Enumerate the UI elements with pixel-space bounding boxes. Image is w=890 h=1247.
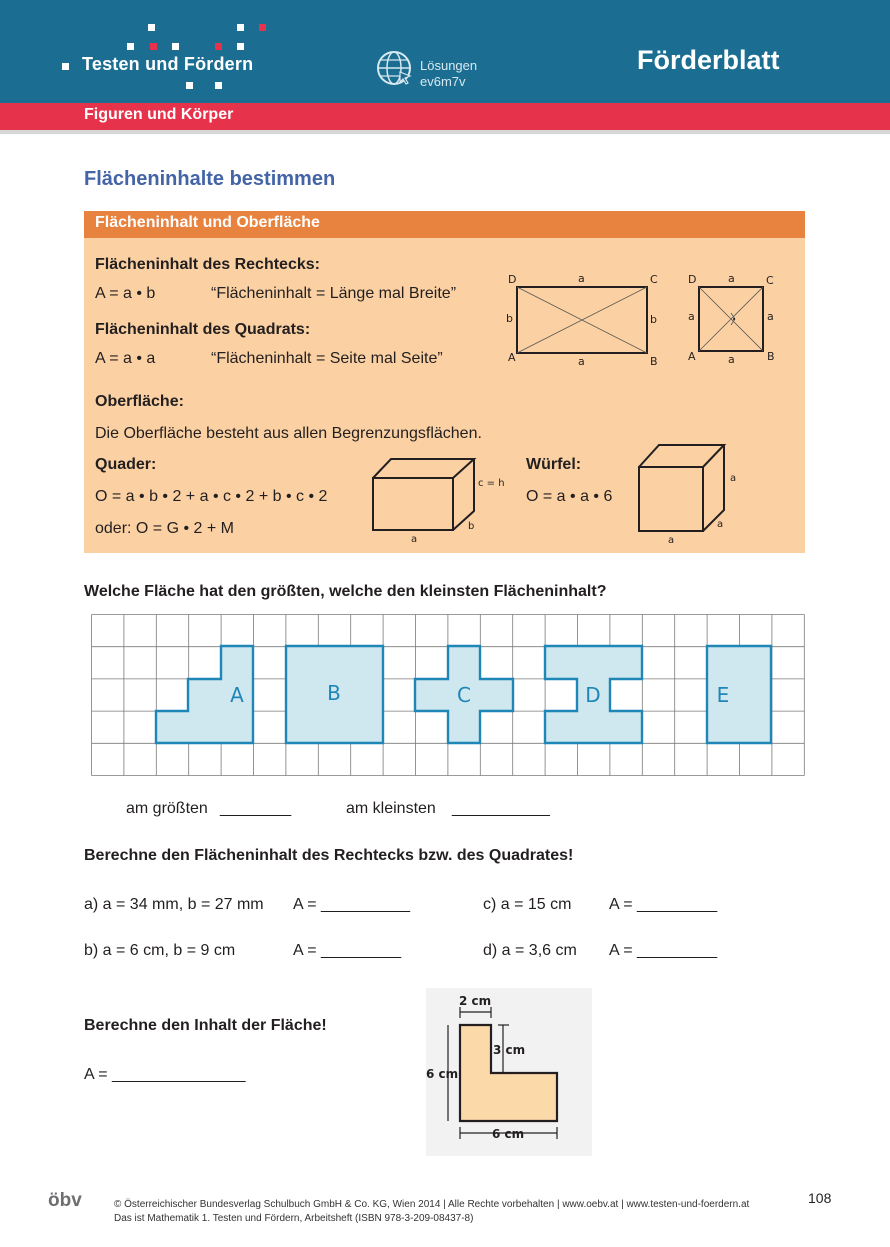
area-grid: [91, 614, 807, 778]
cube-title: Würfel:: [526, 456, 582, 473]
task2-d-answer[interactable]: A = _________: [609, 942, 718, 959]
cuboid-top: [373, 459, 474, 478]
task3-answer[interactable]: A = _______________: [84, 1066, 246, 1083]
cuboid-label-a: a: [411, 534, 418, 545]
info-box-header: [84, 211, 805, 238]
surface-text: Die Oberfläche besteht aus allen Begrenzungsflächen.: [95, 425, 482, 442]
dim-bottom: 6 cm: [492, 1127, 525, 1141]
rectangle-figure: [500, 268, 675, 370]
rect-label-b-right: b: [650, 313, 657, 326]
largest-answer-blank[interactable]: ________: [220, 800, 292, 817]
publisher-logo: [48, 1190, 82, 1212]
info-box-header-text: Flächeninhalt und Oberfläche: [95, 214, 320, 231]
task2-d-given: d) a = 3,6 cm: [483, 942, 577, 959]
dim-inner: 3 cm: [493, 1043, 526, 1057]
solutions-link[interactable]: [420, 58, 477, 90]
section-title: Figuren und Körper: [84, 106, 234, 123]
footer-line1: © Österreichischer Bundesverlag Schulbuch GmbH & Co. KG, Wien 2014 | Alle Rechte vorbehalten | www.oebv.at | www.testen-und-foerdern.at: [114, 1199, 750, 1210]
smallest-answer-blank[interactable]: ___________: [452, 800, 550, 817]
surface-title: Oberfläche:: [95, 393, 184, 410]
task2-a-given: a) a = 34 mm, b = 27 mm: [84, 896, 264, 913]
square-quote: “Flächeninhalt = Seite mal Seite”: [211, 350, 443, 367]
square-label-A: A: [688, 350, 696, 363]
rect-label-B: B: [650, 355, 658, 368]
square-label-C: C: [766, 274, 774, 287]
square-figure: [682, 268, 782, 370]
rect-quote: “Flächeninhalt = Länge mal Breite”: [211, 285, 457, 302]
solutions-code: ev6m7v: [420, 74, 466, 89]
section-bar-shadow: [0, 130, 890, 134]
square-label-B: B: [767, 350, 775, 363]
footer-text: [114, 1198, 749, 1226]
rect-label-a-bottom: a: [578, 355, 585, 368]
l-shape-figure: [426, 988, 592, 1156]
task2-b-answer[interactable]: A = _________: [293, 942, 402, 959]
shape-label-C: C: [457, 683, 471, 707]
cuboid-label-h: c = h: [478, 478, 505, 489]
cube-label-a-depth: a: [717, 519, 724, 530]
shape-label-D: D: [585, 683, 601, 707]
largest-label: am größten: [126, 800, 208, 817]
rect-formula: A = a • b: [95, 285, 156, 302]
square-title: Flächeninhalt des Quadrats:: [95, 321, 311, 338]
cube-label-a-bottom: a: [668, 535, 675, 546]
cube-formula: O = a • a • 6: [526, 488, 613, 505]
cube-figure: [632, 440, 742, 548]
cube-top: [639, 445, 724, 467]
cuboid-title: Quader:: [95, 456, 157, 473]
dim-top: 2 cm: [459, 994, 492, 1008]
rect-label-C: C: [650, 273, 658, 286]
shape-label-A: A: [230, 683, 244, 707]
shape-label-B: B: [327, 681, 341, 705]
rect-label-b-left: b: [506, 312, 513, 325]
publisher-logo-text: öbv: [48, 1190, 82, 1211]
task2-b-given: b) a = 6 cm, b = 9 cm: [84, 942, 236, 959]
task2-a-answer[interactable]: A = __________: [293, 896, 411, 913]
shape-label-E: E: [716, 683, 730, 707]
footer-line2: Das ist Mathematik 1. Testen und Fördern, Arbeitsheft (ISBN 978-3-209-08437-8): [114, 1213, 474, 1224]
cuboid-alt-formula: oder: O = G • 2 + M: [95, 520, 234, 537]
cuboid-figure: [366, 454, 516, 546]
page-title: Flächeninhalte bestimmen: [84, 168, 336, 190]
sheet-type-title: Förderblatt: [637, 45, 780, 75]
cuboid-formula: O = a • b • 2 + a • c • 2 + b • c • 2: [95, 488, 328, 505]
square-label-a-right: a: [767, 310, 774, 323]
rect-label-a-top: a: [578, 272, 585, 285]
square-formula: A = a • a: [95, 350, 156, 367]
smallest-label: am kleinsten: [346, 800, 436, 817]
globe-icon[interactable]: [376, 50, 414, 88]
brand-title: Testen und Fördern: [82, 54, 254, 74]
square-label-a-top: a: [728, 272, 735, 285]
task2-question: Berechne den Flächeninhalt des Rechtecks bzw. des Quadrates!: [84, 847, 574, 864]
rect-title: Flächeninhalt des Rechtecks:: [95, 256, 320, 273]
task1-question: Welche Fläche hat den größten, welche den kleinsten Flächeninhalt?: [84, 583, 607, 600]
rect-label-A: A: [508, 351, 516, 364]
cube-front: [639, 467, 703, 531]
square-label-D: D: [688, 273, 697, 286]
task2-c-given: c) a = 15 cm: [483, 896, 572, 913]
cube-label-a-side: a: [730, 473, 737, 484]
square-label-a-left: a: [688, 310, 695, 323]
task3-question: Berechne den Inhalt der Fläche!: [84, 1017, 327, 1034]
dim-left: 6 cm: [426, 1067, 459, 1081]
solutions-label: Lösungen: [420, 58, 478, 73]
square-label-a-bottom: a: [728, 353, 735, 366]
task2-c-answer[interactable]: A = _________: [609, 896, 718, 913]
page-number: 108: [808, 1190, 832, 1206]
rect-label-D: D: [508, 273, 517, 286]
cuboid-label-b: b: [468, 521, 475, 532]
cuboid-front: [373, 478, 453, 530]
right-angle-dot: [733, 318, 735, 320]
